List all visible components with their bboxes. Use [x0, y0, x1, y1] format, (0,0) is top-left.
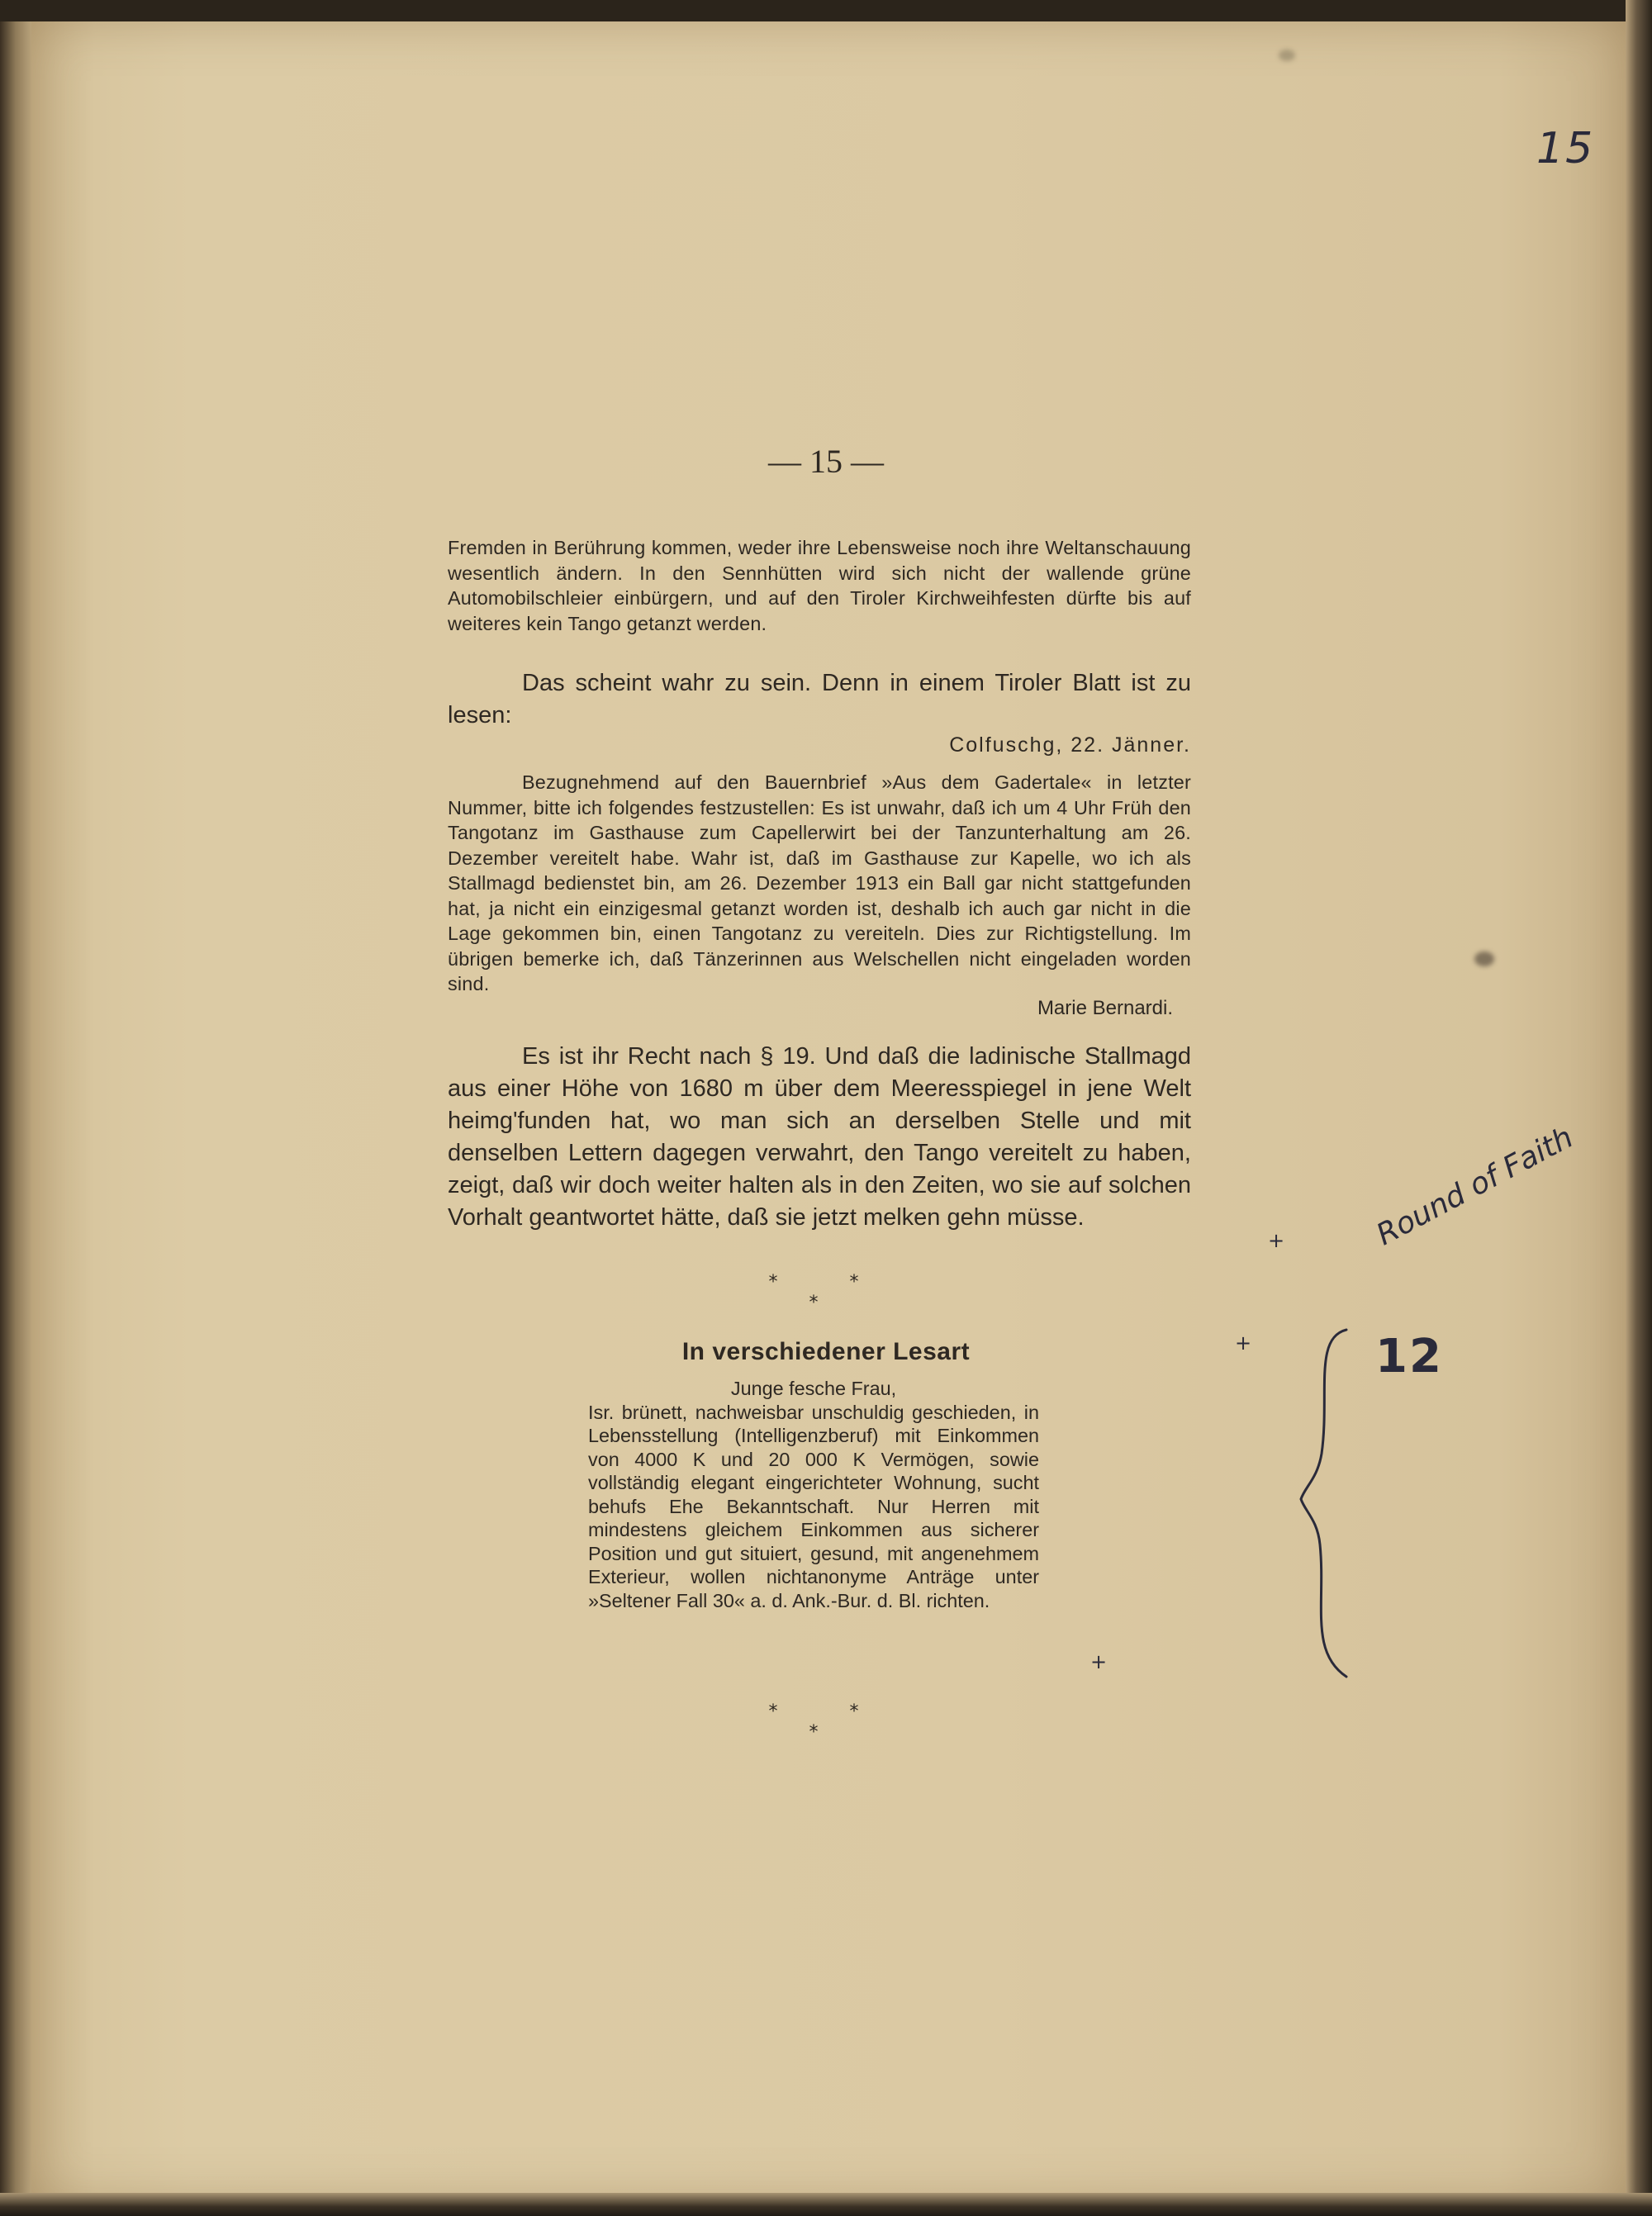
quoted-letter-dateline: Colfuschg, 22. Jänner.	[949, 733, 1191, 757]
running-header-page-number: — 15 —	[768, 443, 884, 480]
section-separator-asterism: * * *	[768, 1272, 892, 1313]
handwritten-brace-icon	[1297, 1322, 1363, 1685]
paragraph-commentary: Es ist ihr Recht nach § 19. Und daß die ladinische Stallmagd aus einer Höhe von 1680 m über dem Meeresspiegel in jene Welt heimg'funden hat, wo man sich an derselben Stelle und mit denselben Lettern dagegen verwahrt, den Tango vereitelt zu haben, zeigt, daß wir doch weiter halten als in den Zeiten, wo sie auf solchen Vorhalt geantwortet hätte, daß sie jetzt melken gehn müsse.	[448, 1043, 1191, 1231]
paragraph-continuation: Fremden in Berührung kommen, weder ihre Lebensweise noch ihre Weltanschauung wesentlich ändern. In den Sennhütten wird sich nicht der wallende grüne Automobilschleier einbürgern, und auf den Tiroler Kirchweihfesten dürfte bis auf weiteres kein Tango getanzt werden.	[448, 537, 1191, 634]
handwritten-page-number: 15	[1536, 124, 1595, 173]
pencil-cross-mark: +	[1235, 1331, 1252, 1355]
quoted-letter-body: Bezugnehmend auf den Bauernbrief »Aus dem Gadertale« in letzter Nummer, bitte ich folgendes festzustellen: Es ist unwahr, daß ich um 4 Uhr Früh den Tangotanz im Gasthause zum Capellerwirt bei der Tanzunterhaltung am 26. Dezember vereitelt habe. Wahr ist, daß im Gasthause zur Kapelle, wo ich als Stallmagd bedienstet bin, am 26. Dezember 1913 ein Ball gar nicht stattgefunden hat, ja nicht ein einzigesmal getanzt worden ist, deshalb ich auch gar nicht in die Lage gekommen bin, einen Tangotanz zu vereiteln. Dies zur Richtigstellung. Im übrigen bemerke ich, daß Tänzerinnen aus Welschellen nicht eingeladen worden sind.	[448, 771, 1191, 994]
section-title: In verschiedener Lesart	[681, 1338, 971, 1365]
section-separator-asterism: * * *	[768, 1701, 892, 1743]
advertisement-body: Isr. brünett, nachweisbar unschuldig geschieden, in Lebensstellung (Intelligenzberuf) mit Einkommen von 4000 K und 20 000 K Vermögen, sowie vollständig elegant eingerichteter Wohnung, sucht behufs Ehe Bekanntschaft. Nur Herren mit mindestens gleichem Einkommen aus sicherer Position und gut situiert, gesund, mit angenehmem Exterieur, wollen nichtanonyme Anträge unter »Seltener Fall 30« a. d. Ank.-Bur. d. Bl. richten.	[588, 1401, 1039, 1611]
ink-smudge	[1279, 50, 1295, 61]
handwritten-margin-number: 12	[1375, 1330, 1443, 1383]
binding-fold	[0, 21, 31, 2202]
scan-right-edge	[1626, 0, 1652, 2216]
advertisement-headline: Junge fesche Frau,	[730, 1378, 897, 1399]
paragraph-intro-quote: Das scheint wahr zu sein. Denn in einem Tiroler Blatt ist zu lesen:	[448, 670, 1191, 728]
scan-top-edge	[0, 0, 1652, 21]
pencil-cross-mark: +	[1090, 1650, 1108, 1673]
handwritten-margin-note: Round of Faith	[1371, 1120, 1579, 1253]
ink-smudge	[1474, 951, 1494, 966]
pencil-cross-mark: +	[1268, 1229, 1285, 1252]
scan-bottom-edge	[0, 2193, 1652, 2216]
quoted-advertisement	[588, 1377, 1039, 1612]
quoted-letter-signature: Marie Bernardi.	[1037, 997, 1173, 1019]
